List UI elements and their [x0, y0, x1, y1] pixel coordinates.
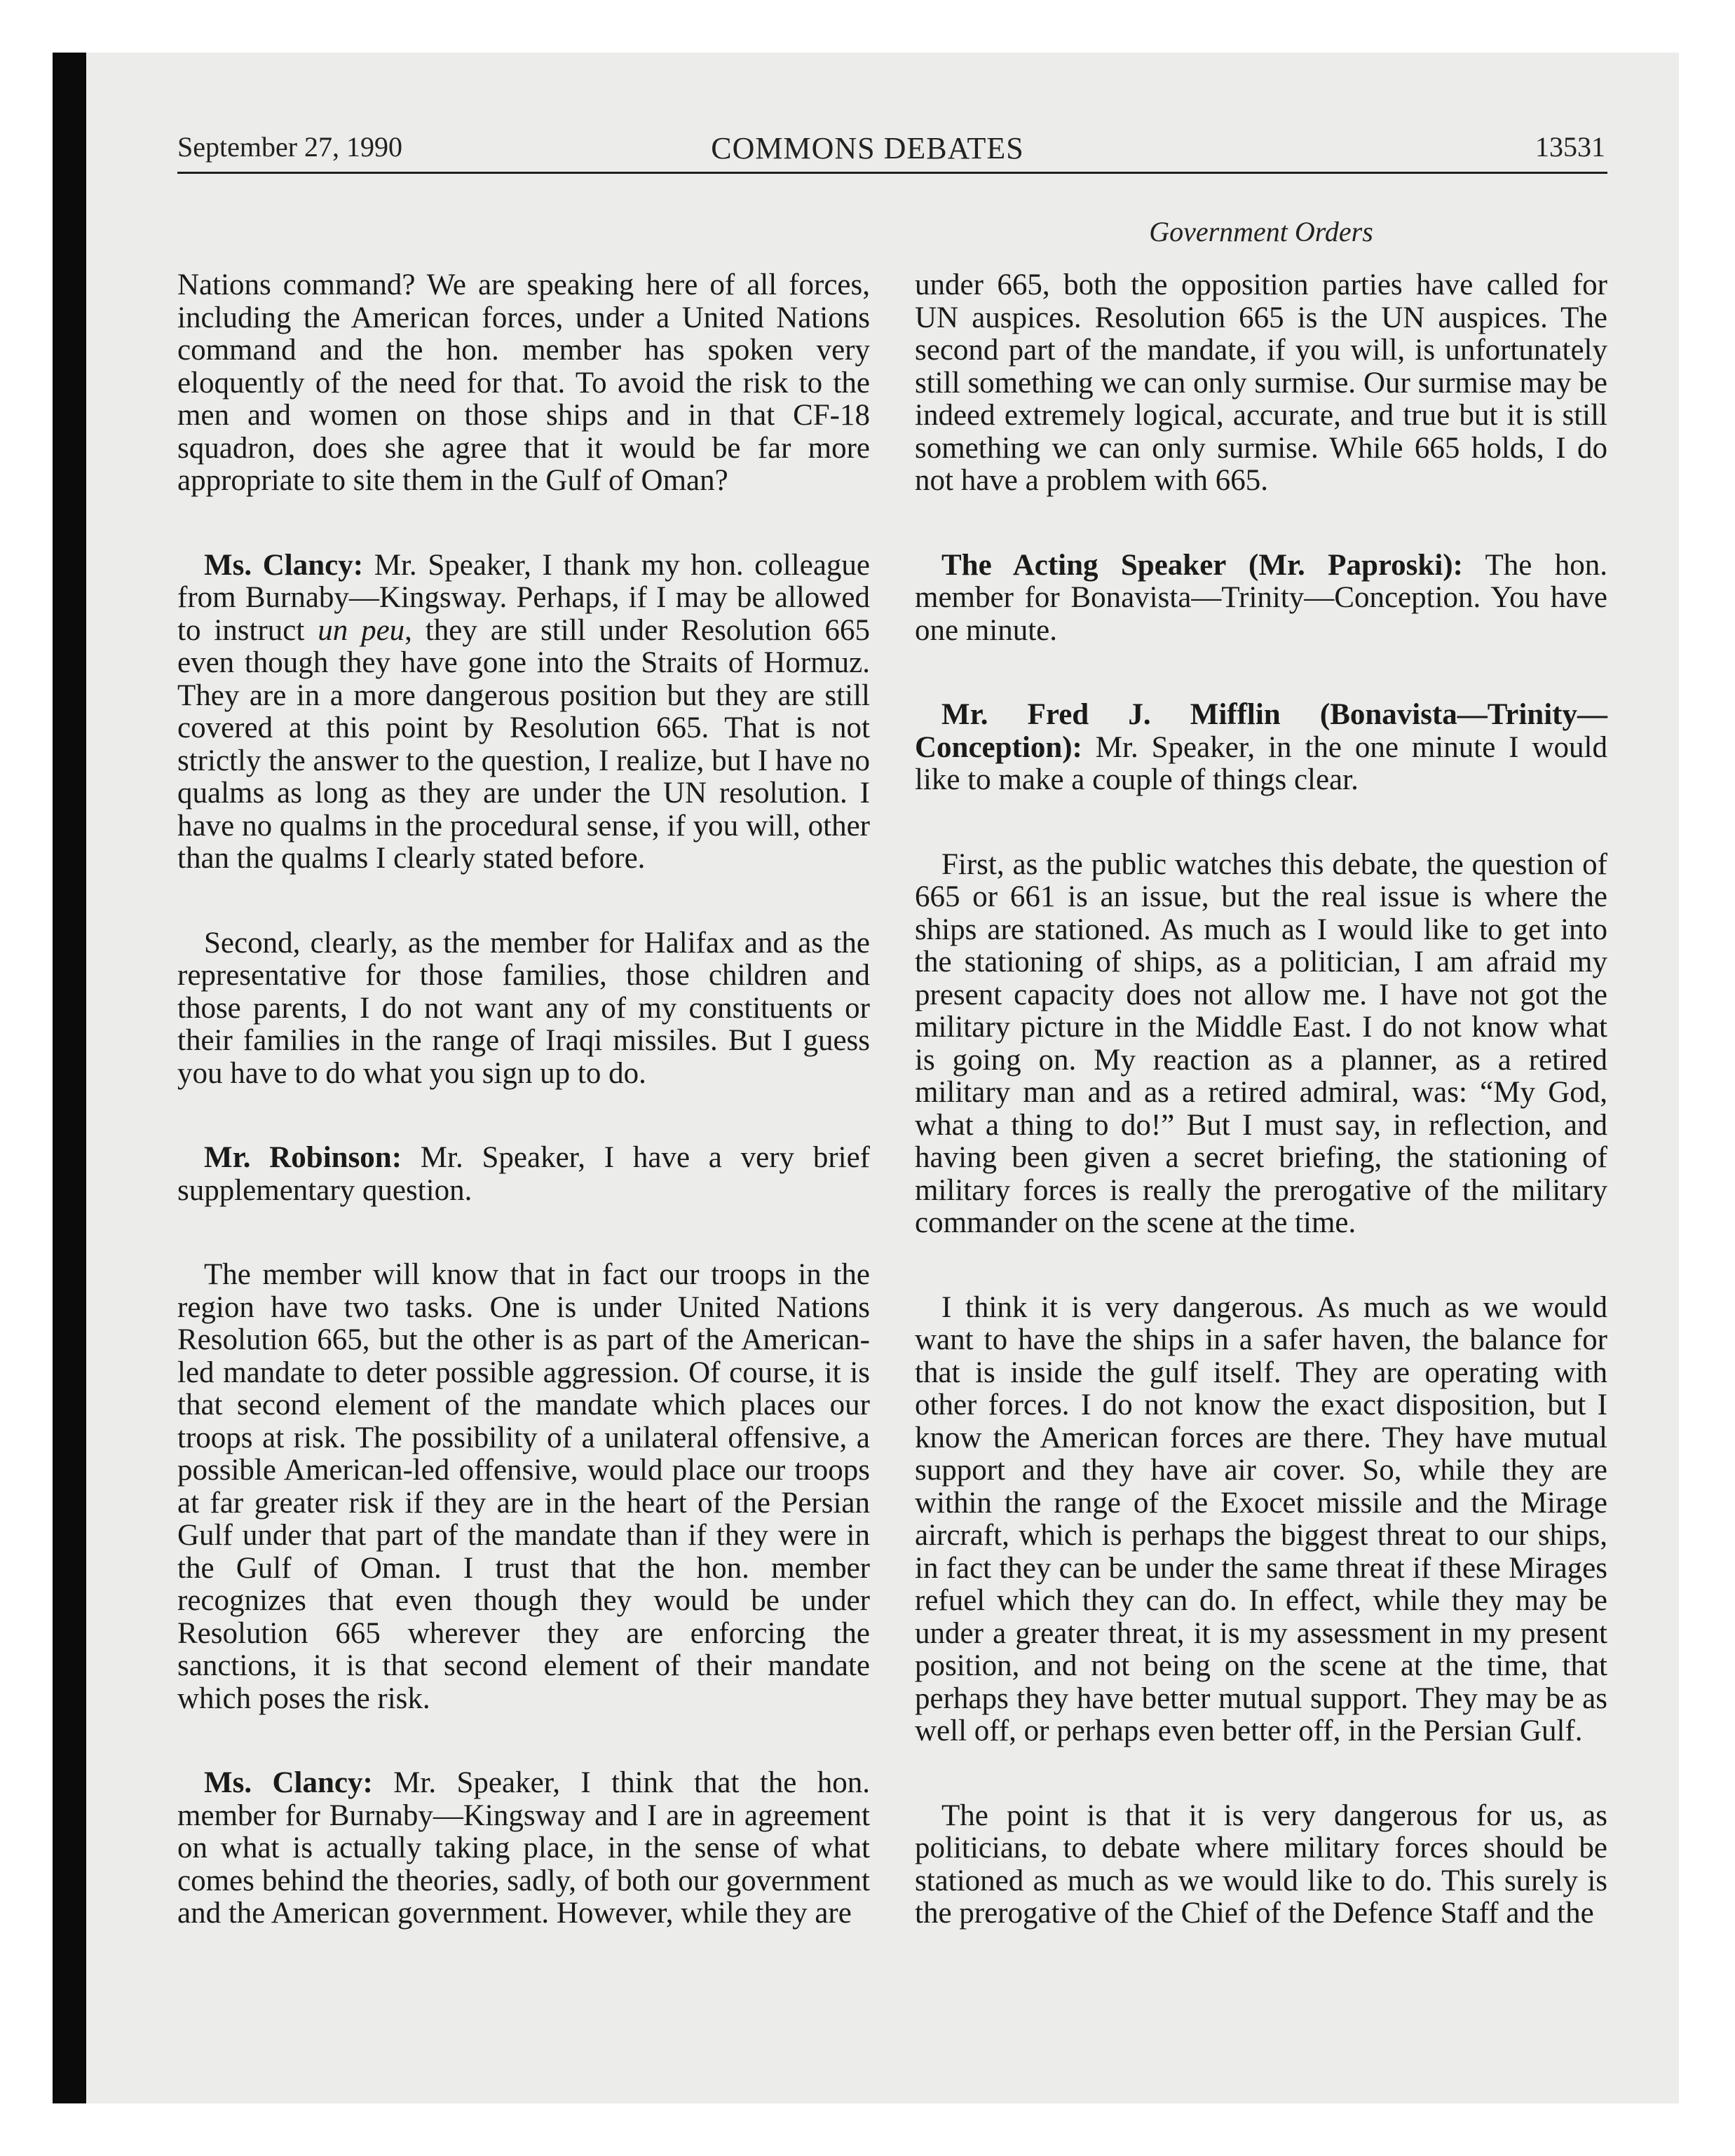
- paragraph-text: , they are still under Resolution 665 even though they have gone into the Straits of Hormuz. They are in a more dangerous position but they are still covered at this point by Resolution 665. That is not strictly the answer to the question, I realize, but I have no qualms as long as they are under the UN resolution. I have no qualms in the procedural sense, if you will, other than the qualms I clearly stated before.: [177, 613, 870, 875]
- paragraph-text: The point is that it is very dangerous for us, as politicians, to debate where military forces should be stationed as much as we would like to do. This surely is the prerogative of the Chief of the Defence Staff and the: [915, 1799, 1607, 1930]
- speaker-name: Ms. Clancy:: [204, 1766, 373, 1799]
- paragraph: [177, 1259, 870, 1715]
- italic-phrase: un peu: [318, 613, 405, 647]
- paragraph-text: First, as the public watches this debate, the question of 665 or 661 is an issue, but the real issue is where the ships are stationed. As much as I would like to get into the stationing of ships, as a politician, I am afraid my present capacity does not allow me. I have not got the military picture in the Middle East. I do not know what is going on. My reaction as a planner, as a retired military man and as a retired admiral, was: “My God, what a thing to do!” But I must say, in reflection, and having been given a secret briefing, the stationing of military forces is really the prerogative of the military commander on the scene at the time.: [915, 847, 1607, 1239]
- paragraph: [177, 269, 870, 498]
- paragraph-text: Mr. Speaker, I thank my hon. colleague from Burnaby—Kingsway. Perhaps, if I may be allowed to instruct: [177, 548, 870, 647]
- paragraph-text: Second, clearly, as the member for Halifax and as the representative for those families, those children and those parents, I do not want any of my constituents or their families in the range of Iraqi missiles. But I guess you have to do what you sign up to do.: [177, 926, 870, 1090]
- header-date: September 27, 1990: [177, 131, 403, 163]
- paragraph-text: Nations command? We are speaking here of all forces, including the American forces, under a United Nations command and the hon. member has spoken very eloquently of the need for that. To avoid the risk to the men and women on those ships and in that CF-18 squadron, does she agree that it would be far more appropriate to site them in the Gulf of Oman?: [177, 268, 870, 497]
- paragraph-text: The hon. member for Bonavista—Trinity—Conception. You have one minute.: [915, 548, 1607, 647]
- paragraph-text: Mr. Speaker, I have a very brief supplementary question.: [177, 1141, 870, 1207]
- paragraph-text: The member will know that in fact our troops in the region have two tasks. One is under United Nations Resolution 665, but the other is as part of the American-led mandate to deter possible aggression. Of course, it is that second element of the mandate which places our troops at risk. The possibility of a unilateral offensive, a possible American-led offensive, would place our troops at far greater risk if they are in the heart of the Persian Gulf under that part of the mandate than if they were in the Gulf of Oman. I trust that the hon. member recognizes that even though they would be under Resolution 665 wherever they are enforcing the sanctions, it is that second element of their mandate which poses the risk.: [177, 1258, 870, 1715]
- speaker-name: Mr. Robinson:: [204, 1141, 402, 1174]
- binding-edge: [53, 53, 86, 2103]
- header-rule: [177, 172, 1607, 174]
- speaker-name: Ms. Clancy:: [204, 548, 364, 582]
- paragraph: [915, 1292, 1607, 1748]
- paragraph: [177, 927, 870, 1091]
- paragraph: [915, 1800, 1607, 1930]
- paragraph-text: Mr. Speaker, in the one minute I would like to make a couple of things clear.: [915, 730, 1607, 796]
- header-title: COMMONS DEBATES: [711, 131, 1024, 165]
- header-page-number: 13531: [1535, 131, 1605, 163]
- paragraph-text: under 665, both the opposition parties have called for UN auspices. Resolution 665 is the UN auspices. The second part of the mandate, if you will, is unfortunately still something we can only surmise. Our surmise may be indeed extremely logical, accurate, and true but it is still something we can only surmise. While 665 holds, I do not have a problem with 665.: [915, 268, 1607, 497]
- right-column: [915, 269, 1607, 1982]
- paragraph: [915, 849, 1607, 1240]
- paragraph: [915, 550, 1607, 648]
- paragraph: [177, 550, 870, 875]
- paragraph: [915, 269, 1607, 498]
- paragraph: [915, 699, 1607, 797]
- paragraph: [177, 1142, 870, 1207]
- left-column: [177, 269, 870, 1982]
- paragraph-text: Mr. Speaker, I think that the hon. member for Burnaby—Kingsway and I are in agreement on what is actually taking place, in the sense of what comes behind the theories, sadly, of both our government and the American government. However, while they are: [177, 1766, 870, 1930]
- paragraph-text: I think it is very dangerous. As much as we would want to have the ships in a safer haven, the balance for that is inside the gulf itself. They are operating with other forces. I do not know the exact disposition, but I know the American forces are there. They have mutual support and they have air cover. So, while they are within the range of the Exocet missile and the Mirage aircraft, which is perhaps the biggest threat to our ships, in fact they can be under the same threat if these Mirages refuel which they can do. In effect, while they may be under a greater threat, it is my assessment in my present position, and not being on the scene at the time, that perhaps they have better mutual support. They may be as well off, or perhaps even better off, in the Persian Gulf.: [915, 1290, 1607, 1747]
- speaker-name: Mr. Fred J. Mifflin (Bonavista—Trinity—Conception):: [915, 698, 1607, 764]
- speaker-name: The Acting Speaker (Mr. Paproski):: [941, 548, 1463, 582]
- section-label: Government Orders: [1149, 216, 1373, 247]
- paragraph: [177, 1767, 870, 1930]
